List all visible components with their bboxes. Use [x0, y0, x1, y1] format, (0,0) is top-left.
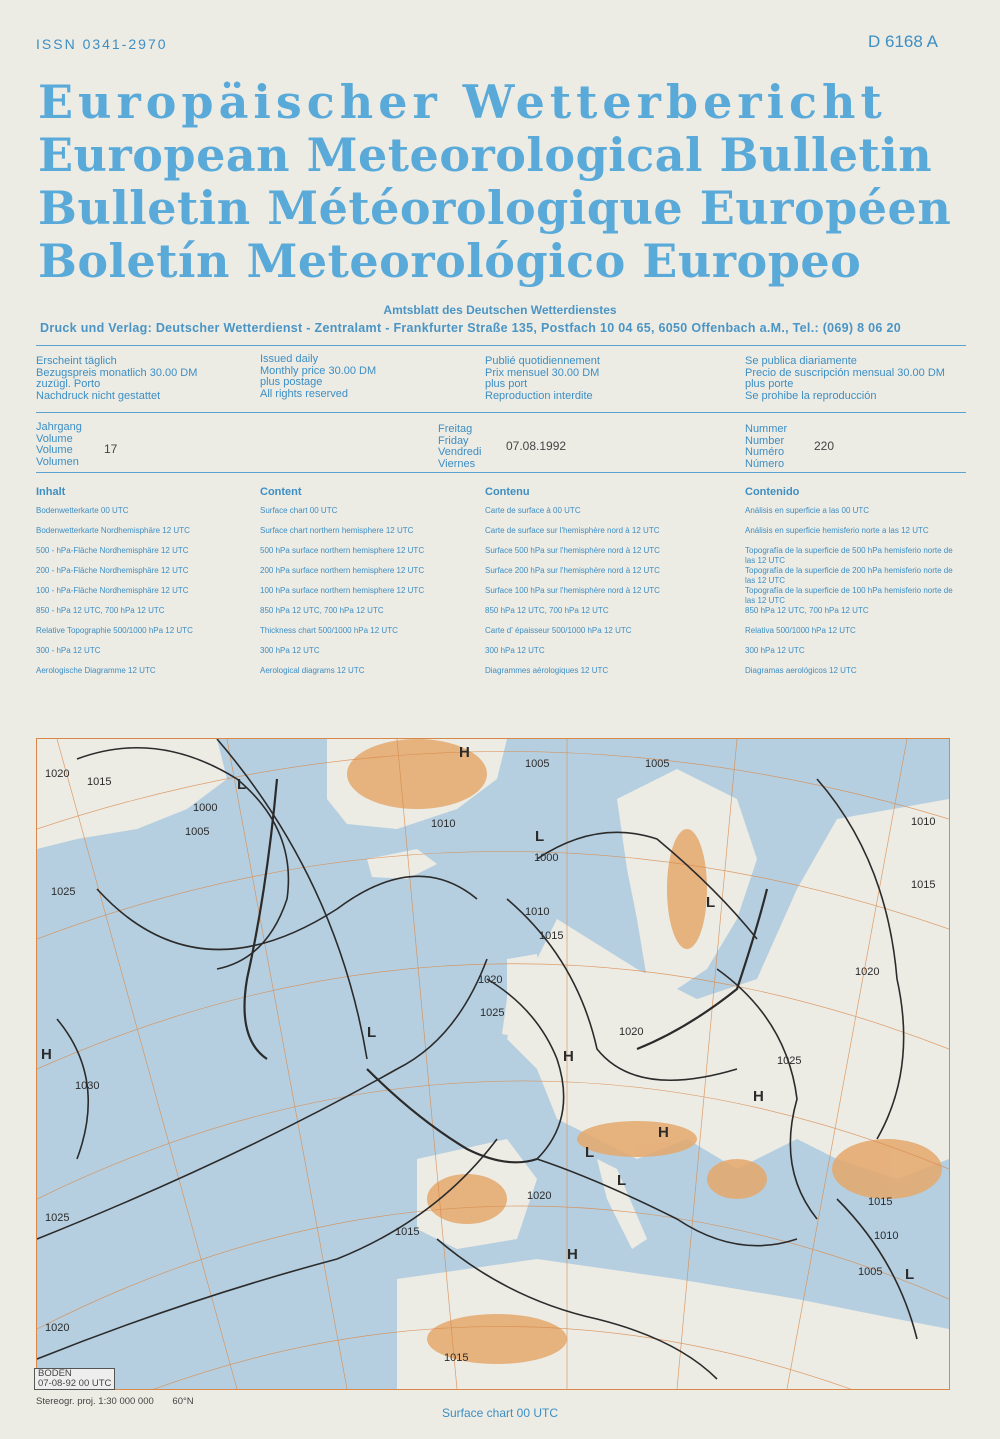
day-labels: [438, 424, 481, 470]
contents-item: Análisis en superficie hemisferio norte a las 12 UTC: [745, 526, 929, 535]
contents-item: Surface chart 00 UTC: [260, 506, 338, 515]
surface-weather-map: [36, 738, 950, 1390]
volume-label: Volumen: [36, 455, 79, 468]
isobar-label: 1015: [444, 1352, 469, 1364]
number-label: Nummer: [745, 423, 788, 435]
contents-item: Aerologische Diagramme 12 UTC: [36, 666, 156, 675]
volume-label: Volume: [36, 432, 73, 445]
map-caption: Surface chart 00 UTC: [441, 1406, 559, 1420]
amtsblatt-line: Amtsblatt des Deutschen Wetterdienstes: [383, 303, 617, 317]
publisher-line: Druck und Verlag: Deutscher Wetterdienst - Zentralamt - Frankfurter Straße 135, Postfach 10 04 65, 6050 Offenbach a.M., Tel.: (069) 8 06 20: [40, 321, 901, 335]
contents-item: Surface 100 hPa sur l'hemisphère nord à 12 UTC: [485, 586, 660, 595]
low-pressure-center: L: [237, 776, 247, 793]
contents-english: [260, 486, 480, 686]
contents-item: Carte de surface sur l'hemisphère nord à 12 UTC: [485, 526, 660, 535]
subscription-french: [485, 356, 600, 402]
contents-item: Relativa 500/1000 hPa 12 UTC: [745, 626, 856, 635]
sub-line: All rights reserved: [260, 387, 349, 400]
contents-item: Topografía de la superficie de 200 hPa hemisferio norte de las 12 UTC: [745, 566, 953, 585]
sub-line: plus postage: [260, 376, 323, 388]
contents-heading: Content: [260, 486, 302, 498]
isobar-label: 1020: [45, 1322, 70, 1334]
contents-item: Surface 500 hPa sur l'hemisphère nord à 12 UTC: [485, 546, 660, 555]
contents-item: Carte d' épaisseur 500/1000 hPa 12 UTC: [485, 626, 632, 635]
isobar-label: 1030: [75, 1080, 100, 1092]
isobar-label: 1005: [185, 826, 210, 838]
contents-heading: Contenu: [485, 486, 530, 498]
isobar-label: 1025: [45, 1212, 70, 1224]
isobar-label: 1010: [525, 906, 550, 918]
projection-latitude: 60°N: [172, 1396, 194, 1407]
high-pressure-center: H: [567, 1246, 578, 1263]
subscription-english: [260, 354, 376, 400]
contents-french: [485, 486, 725, 686]
terrain-alps: [577, 1121, 697, 1157]
isobar-label: 1000: [193, 802, 218, 814]
sub-line: Bezugspreis monatlich 30.00 DM: [36, 366, 198, 379]
contents-heading: Contenido: [745, 486, 800, 498]
sub-line: zuzügl. Porto: [36, 378, 101, 390]
projection-scale: Stereogr. proj. 1:30 000 000: [36, 1396, 154, 1407]
high-pressure-center: H: [658, 1124, 669, 1141]
isobar-label: 1020: [855, 966, 880, 978]
subscription-german: [36, 356, 197, 402]
divider: [36, 472, 966, 473]
title-french: Bulletin Météorologique Européen: [38, 181, 952, 235]
day-label: Vendredi: [438, 446, 482, 458]
stamp-line: BODEN: [38, 1368, 72, 1379]
sub-line: Erscheint täglich: [36, 355, 117, 367]
terrain-norway: [667, 829, 707, 949]
contents-item: 500 hPa surface northern hemisphere 12 UTC: [260, 546, 425, 555]
contents-item: Topografía de la superficie de 100 hPa hemisferio norte de las 12 UTC: [745, 586, 953, 605]
day-label: Friday: [438, 434, 469, 447]
low-pressure-center: L: [585, 1144, 595, 1161]
sub-line: Issued daily: [260, 353, 319, 365]
contents-item: Análisis en superficie a las 00 UTC: [745, 506, 870, 515]
contents-item: 850 hPa 12 UTC, 700 hPa 12 UTC: [745, 606, 869, 615]
isobar-label: 1010: [431, 818, 456, 830]
contents-item: 300 hPa 12 UTC: [260, 646, 320, 655]
contents-item: 300 hPa 12 UTC: [485, 646, 545, 655]
contents-item: Thickness chart 500/1000 hPa 12 UTC: [260, 626, 398, 635]
high-pressure-center: H: [753, 1088, 764, 1105]
low-pressure-center: L: [706, 894, 716, 911]
chart-stamp: [34, 1368, 115, 1390]
isobar-label: 1005: [525, 758, 550, 770]
terrain-turkey: [832, 1139, 942, 1199]
sub-line: Publié quotidiennement: [485, 355, 600, 367]
subscription-spanish: [745, 356, 945, 402]
contents-item: Bodenwetterkarte Nordhemisphäre 12 UTC: [36, 526, 190, 535]
isobar-label: 1015: [911, 879, 936, 891]
isobar-label: 1015: [539, 930, 564, 942]
title-german: Europäischer Wetterbericht: [38, 75, 887, 129]
high-pressure-center: H: [563, 1048, 574, 1065]
contents-german: [36, 486, 246, 686]
title-spanish: Boletín Meteorológico Europeo: [38, 234, 862, 288]
sub-line: Precio de suscripción mensual 30.00 DM: [745, 366, 945, 379]
postal-number: D 6168 A: [868, 32, 938, 51]
number-label: Number: [745, 434, 785, 447]
contents-item: 500 - hPa-Fläche Nordhemisphäre 12 UTC: [36, 546, 189, 555]
volume-labels: [36, 422, 82, 468]
sub-line: plus port: [485, 378, 528, 390]
sub-line: Monthly price 30.00 DM: [260, 364, 377, 377]
contents-item: 850 - hPa 12 UTC, 700 hPa 12 UTC: [36, 606, 165, 615]
contents-item: Diagrammes aérologiques 12 UTC: [485, 666, 609, 675]
isobar-label: 1010: [911, 816, 936, 828]
number-label: Numéro: [745, 446, 785, 458]
issue-number: 220: [814, 439, 835, 453]
contents-item: 200 - hPa-Fläche Nordhemisphäre 12 UTC: [36, 566, 189, 575]
contents-item: 100 - hPa-Fläche Nordhemisphäre 12 UTC: [36, 586, 189, 595]
low-pressure-center: L: [905, 1266, 915, 1283]
low-pressure-center: L: [617, 1172, 627, 1189]
contents-item: Aerological diagrams 12 UTC: [260, 666, 365, 675]
volume-value: 17: [104, 442, 118, 456]
contents-item: Surface chart northern hemisphere 12 UTC: [260, 526, 414, 535]
weather-map-svg: [37, 739, 949, 1389]
land-masses: [37, 739, 949, 1389]
sub-line: Prix mensuel 30.00 DM: [485, 366, 600, 379]
stamp-line: 07-08-92 00 UTC: [38, 1378, 112, 1389]
low-pressure-center: L: [367, 1024, 377, 1041]
divider: [36, 345, 966, 346]
isobar-label: 1025: [480, 1007, 505, 1019]
contents-item: 300 - hPa 12 UTC: [36, 646, 101, 655]
contents-item: 850 hPa 12 UTC, 700 hPa 12 UTC: [260, 606, 384, 615]
contents-item: Carte de surface à 00 UTC: [485, 506, 581, 515]
sub-line: Nachdruck nicht gestattet: [36, 389, 161, 402]
high-pressure-center: H: [41, 1046, 52, 1063]
contents-item: Surface 200 hPa sur l'hemisphère nord à 12 UTC: [485, 566, 660, 575]
volume-label: Jahrgang: [36, 421, 82, 433]
contents-item: 200 hPa surface northern hemisphere 12 UTC: [260, 566, 425, 575]
bulletin-titles: [38, 76, 968, 288]
isobar-label: 1020: [619, 1026, 644, 1038]
contents-spanish: [745, 486, 965, 686]
contents-item: Relative Topographie 500/1000 hPa 12 UTC: [36, 626, 193, 635]
day-label: Viernes: [438, 457, 476, 470]
number-labels: [745, 424, 787, 470]
volume-label: Volume: [36, 444, 73, 456]
contents-heading: Inhalt: [36, 486, 66, 498]
day-label: Freitag: [438, 423, 473, 435]
isobar-label: 1015: [87, 776, 112, 788]
isobar-label: 1000: [534, 852, 559, 864]
isobar-label: 1005: [645, 758, 670, 770]
isobar-label: 1015: [395, 1226, 420, 1238]
issue-date: 07.08.1992: [506, 439, 567, 453]
isobar-label: 1020: [478, 974, 503, 986]
issn-number: ISSN 0341-2970: [36, 36, 168, 52]
contents-item: Topografía de la superficie de 500 hPa hemisferio norte de las 12 UTC: [745, 546, 953, 565]
contents-item: 850 hPa 12 UTC, 700 hPa 12 UTC: [485, 606, 609, 615]
sub-line: Se prohibe la reproducción: [745, 389, 877, 402]
isobar-label: 1005: [858, 1266, 883, 1278]
terrain-balkans: [707, 1159, 767, 1199]
high-pressure-center: H: [459, 744, 470, 761]
isobar-label: 1025: [51, 886, 76, 898]
isobar-label: 1025: [777, 1055, 802, 1067]
sub-line: Reproduction interdite: [485, 389, 593, 402]
contents-item: Diagramas aerológicos 12 UTC: [745, 666, 857, 675]
number-label: Número: [745, 457, 785, 470]
contents-item: 300 hPa 12 UTC: [745, 646, 805, 655]
isobar-label: 1020: [45, 768, 70, 780]
low-pressure-center: L: [535, 828, 545, 845]
title-english: European Meteorological Bulletin: [38, 128, 933, 182]
contents-item: 100 hPa surface northern hemisphere 12 UTC: [260, 586, 425, 595]
isobar-label: 1020: [527, 1190, 552, 1202]
isobar-label: 1015: [868, 1196, 893, 1208]
sub-line: Se publica diariamente: [745, 355, 857, 367]
sub-line: plus porte: [745, 378, 794, 390]
contents-item: Bodenwetterkarte 00 UTC: [36, 506, 129, 515]
isobar-label: 1010: [874, 1230, 899, 1242]
divider: [36, 412, 966, 413]
